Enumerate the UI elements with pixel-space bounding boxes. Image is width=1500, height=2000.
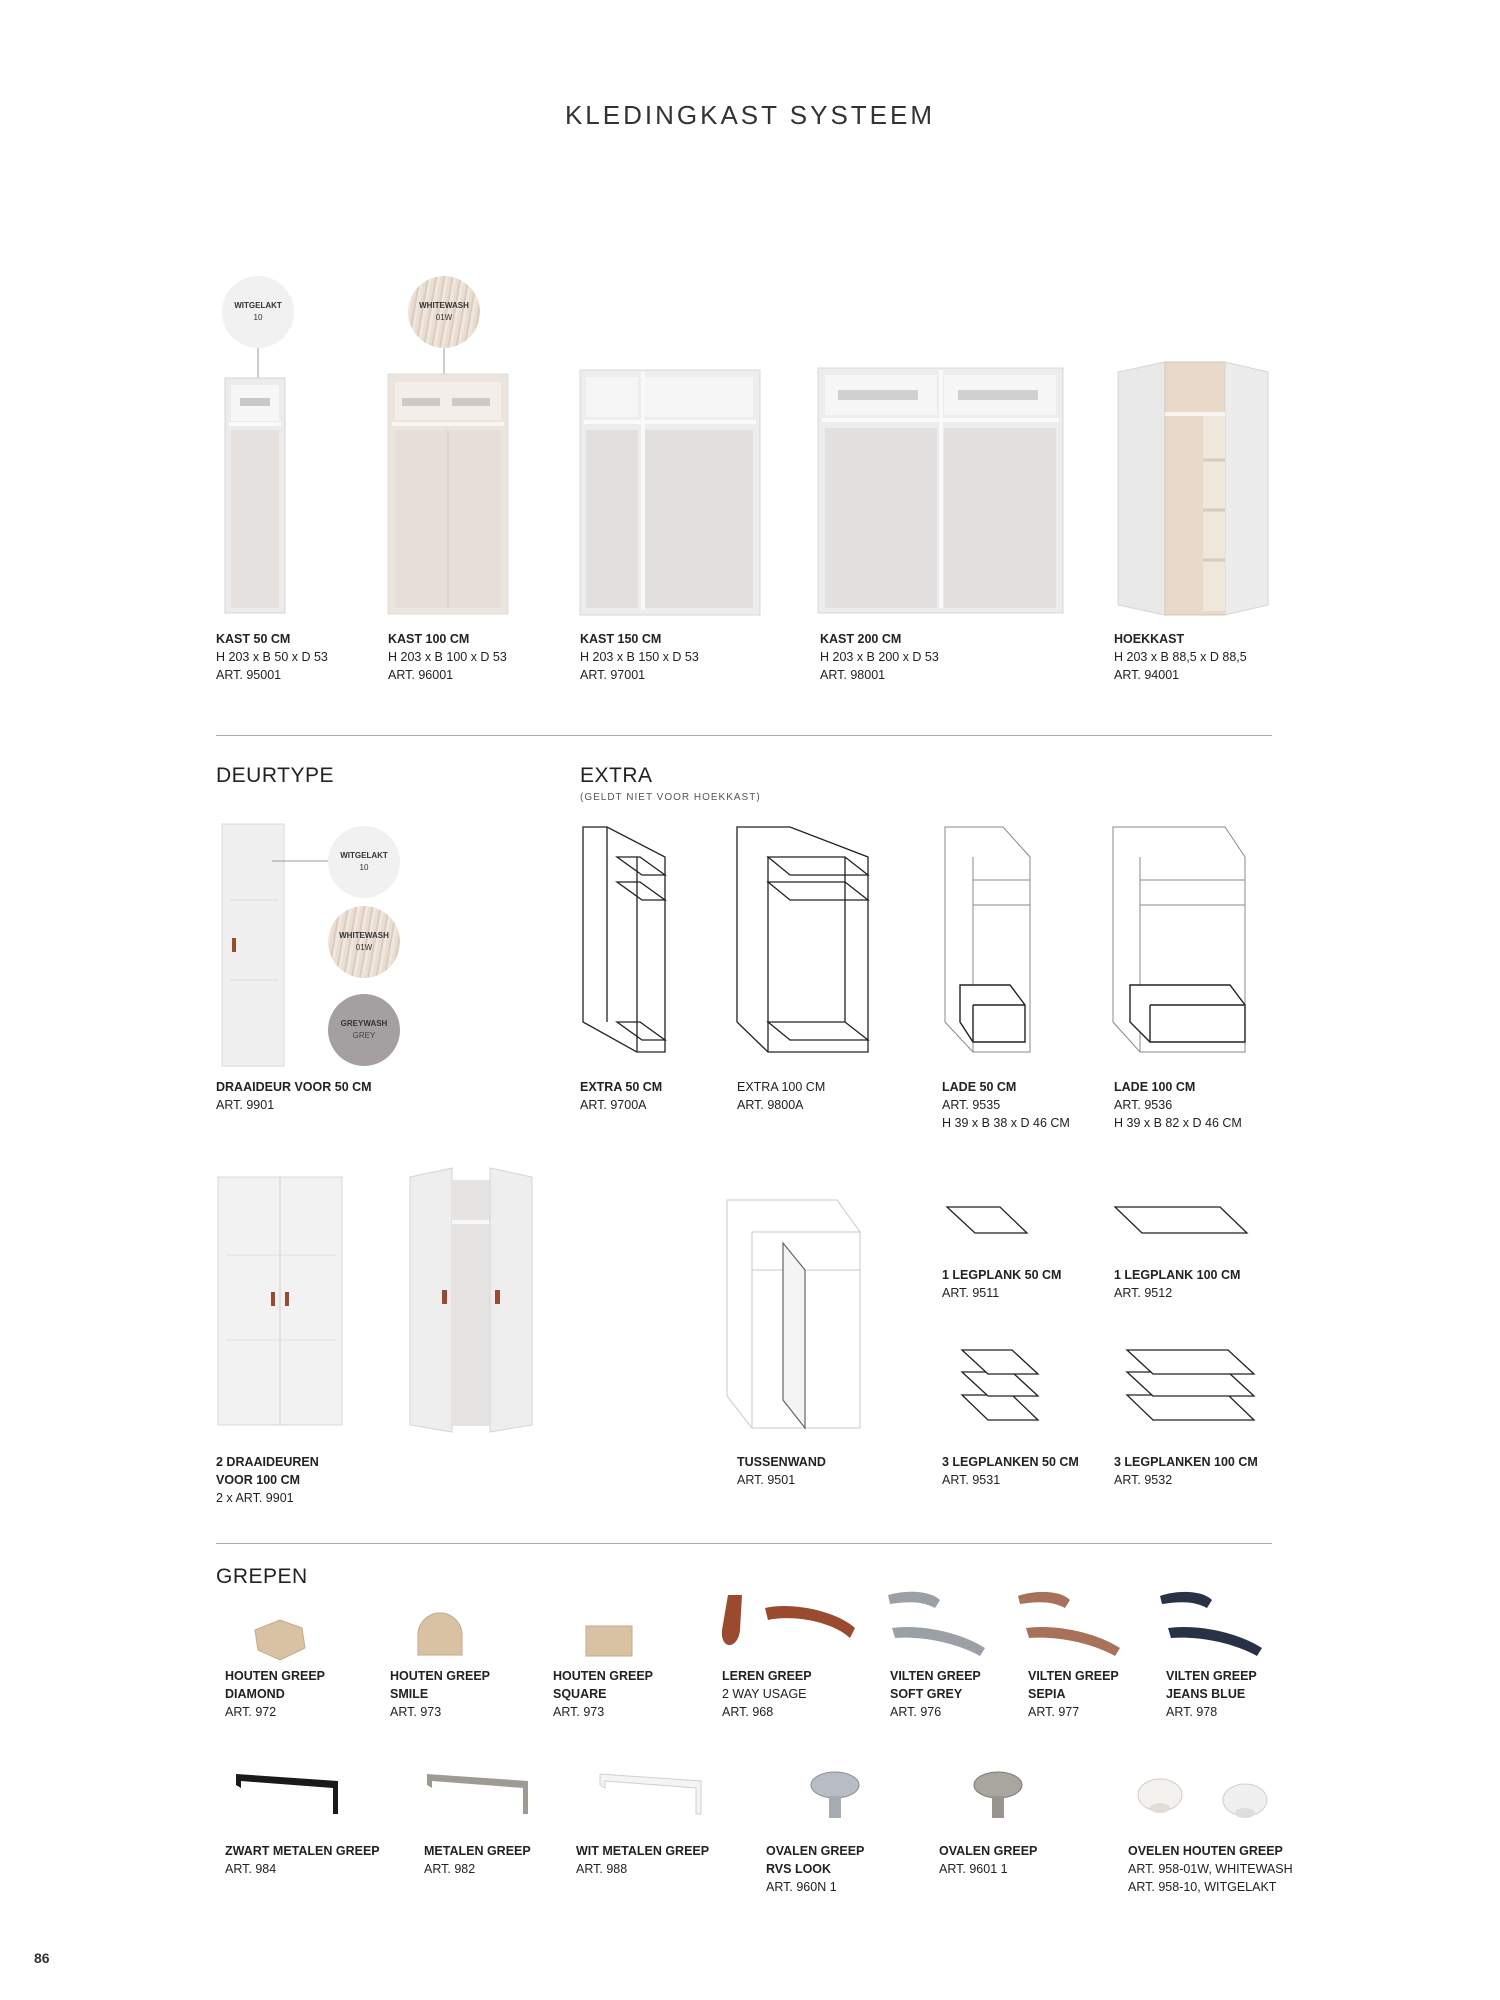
- door-swatch-witgelakt: WITGELAKT 10: [328, 826, 400, 898]
- handle-caption-metal: METALEN GREEP ART. 982: [424, 1844, 531, 1876]
- black-metal-handle-icon: [236, 1774, 338, 1814]
- felt-jeans-blue-strap-icon: [1168, 1627, 1262, 1656]
- corner-cabinet-caption: HOEKKAST H 203 x B 88,5 x D 88,5 ART. 94001: [1114, 632, 1247, 682]
- extra-heading: EXTRA: [580, 764, 653, 787]
- handle-caption-diamond: HOUTEN GREEP DIAMOND ART. 972: [225, 1669, 326, 1719]
- handle-caption-leather: LEREN GREEP 2 WAY USAGE ART. 968: [722, 1669, 812, 1719]
- wood-square-icon: [586, 1626, 632, 1656]
- double-door-caption: 2 DRAAIDEUREN VOOR 100 CM 2 x ART. 9901: [216, 1455, 319, 1505]
- handle-caption-white-metal: WIT METALEN GREEP ART. 988: [576, 1844, 710, 1876]
- wood-oval-knob-witgelakt-icon: [1223, 1784, 1267, 1818]
- single-door-caption: DRAAIDEUR VOOR 50 CM ART. 9901: [216, 1080, 372, 1112]
- shelf-100-caption: 1 LEGPLANK 100 CM ART. 9512: [1114, 1268, 1241, 1300]
- extra-100-caption: EXTRA 100 CM ART. 9800A: [737, 1080, 826, 1112]
- handle-caption-wood-oval: OVELEN HOUTEN GREEP ART. 958-01W, WHITEWASH ART. 958-10, WITGELAKT: [1128, 1844, 1293, 1894]
- partition-caption: TUSSENWAND ART. 9501: [737, 1455, 826, 1487]
- extra-note: (GELDT NIET VOOR HOEKKAST): [580, 792, 761, 803]
- metal-handle-icon: [427, 1774, 528, 1814]
- swatch-witgelakt: WITGELAKT 10: [222, 276, 294, 348]
- swatch-whitewash: WHITEWASH 01W: [408, 276, 480, 348]
- shelves-3x50-caption: 3 LEGPLANKEN 50 CM ART. 9531: [942, 1455, 1079, 1487]
- handle-caption-jeans-blue: VILTEN GREEP JEANS BLUE ART. 978: [1166, 1669, 1257, 1719]
- handle-caption-oval-rvs: OVALEN GREEP RVS LOOK ART. 960N 1: [766, 1844, 865, 1894]
- handle-caption-sepia: VILTEN GREEP SEPIA ART. 977: [1028, 1669, 1119, 1719]
- shelves-3x100-caption: 3 LEGPLANKEN 100 CM ART. 9532: [1114, 1455, 1258, 1487]
- wood-oval-knob-whitewash-icon: [1138, 1779, 1182, 1813]
- shelf-50-caption: 1 LEGPLANK 50 CM ART. 9511: [942, 1268, 1062, 1300]
- handle-caption-oval: OVALEN GREEP ART. 9601 1: [939, 1844, 1038, 1876]
- handle-caption-black-metal: ZWART METALEN GREEP ART. 984: [225, 1844, 380, 1876]
- felt-soft-grey-strap-icon: [892, 1627, 985, 1656]
- felt-jeans-blue-icon: [1160, 1592, 1212, 1608]
- door-swatch-greywash: GREYWASH GREY: [328, 994, 400, 1066]
- handle-caption-smile: HOUTEN GREEP SMILE ART. 973: [390, 1669, 491, 1719]
- extra-50-caption: EXTRA 50 CM ART. 9700A: [580, 1080, 663, 1112]
- door-swatch-whitewash: WHITEWASH 01W: [328, 906, 400, 978]
- page-number: 86: [34, 1950, 50, 1966]
- cabinet-200-caption: KAST 200 CM H 203 x B 200 x D 53 ART. 98001: [820, 632, 939, 682]
- oval-knob-icon: [974, 1772, 1022, 1818]
- white-metal-handle-icon: [600, 1774, 701, 1814]
- page-title: KLEDINGKAST SYSTEEM: [564, 100, 936, 130]
- grepen-heading: GREPEN: [216, 1565, 308, 1588]
- felt-soft-grey-icon: [888, 1592, 940, 1608]
- oval-knob-rvs-icon: [811, 1772, 859, 1818]
- drawer-50-caption: LADE 50 CM ART. 9535 H 39 x B 38 x D 46 CM: [942, 1080, 1070, 1130]
- handle-caption-soft-grey: VILTEN GREEP SOFT GREY ART. 976: [890, 1669, 981, 1719]
- deurtype-heading: DEURTYPE: [216, 764, 334, 787]
- handle-caption-square: HOUTEN GREEP SQUARE ART. 973: [553, 1669, 654, 1719]
- leather-handle-icon: [722, 1595, 742, 1645]
- wood-smile-icon: [418, 1613, 462, 1655]
- drawer-100-caption: LADE 100 CM ART. 9536 H 39 x B 82 x D 46 CM: [1114, 1080, 1242, 1130]
- wood-diamond-icon: [255, 1620, 305, 1660]
- felt-sepia-strap-icon: [1026, 1627, 1120, 1656]
- felt-sepia-icon: [1018, 1592, 1070, 1608]
- leather-strap-icon: [765, 1606, 855, 1638]
- cabinet-100-caption: KAST 100 CM H 203 x B 100 x D 53 ART. 96001: [388, 632, 507, 682]
- cabinet-50-caption: KAST 50 CM H 203 x B 50 x D 53 ART. 95001: [216, 632, 328, 682]
- cabinet-150-caption: KAST 150 CM H 203 x B 150 x D 53 ART. 97001: [580, 632, 699, 682]
